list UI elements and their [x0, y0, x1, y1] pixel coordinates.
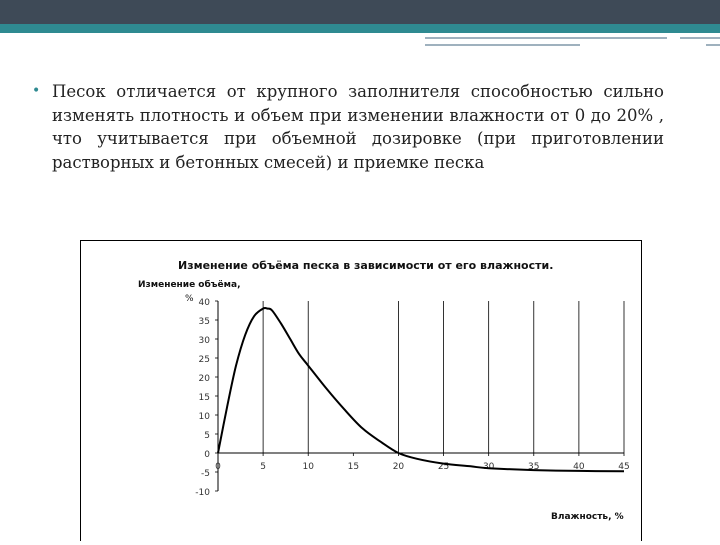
x-tick-label: 0 [215, 462, 221, 472]
y-tick-label: 0 [204, 450, 210, 460]
y-tick-label: 35 [198, 317, 210, 327]
y-tick-label: 5 [204, 431, 210, 441]
moisture-volume-chart [81, 241, 641, 541]
y-tick-label: 20 [198, 374, 210, 384]
y-axis-label: Изменение объёма, [138, 280, 241, 290]
series-line [218, 308, 624, 471]
x-tick-label: 45 [618, 462, 630, 472]
top-bar [0, 0, 720, 24]
x-tick-label: 5 [260, 462, 266, 472]
decorative-line [425, 37, 667, 39]
x-tick-label: 10 [302, 462, 314, 472]
bullet-marker: • [32, 83, 41, 99]
y-tick-label: 40 [198, 298, 210, 308]
chart-title: Изменение объёма песка в зависимости от его влажности. [178, 259, 554, 272]
x-tick-label: 40 [573, 462, 585, 472]
decorative-line [680, 37, 720, 39]
y-axis-unit: % [185, 294, 194, 304]
x-tick-label: 25 [437, 462, 450, 472]
x-tick-label: 20 [392, 462, 405, 472]
y-tick-label: 25 [198, 355, 210, 365]
decorative-line [425, 44, 580, 46]
x-tick-label: 30 [482, 462, 495, 472]
y-tick-label: 15 [198, 393, 210, 403]
y-tick-label: -10 [195, 488, 210, 498]
y-tick-label: 10 [198, 412, 210, 422]
y-tick-label: 30 [198, 336, 210, 346]
x-axis-label: Влажность, % [551, 512, 624, 522]
chart-frame [80, 240, 642, 541]
y-tick-label: -5 [201, 469, 210, 479]
bullet-item [32, 80, 664, 174]
bullet-text: Песок отличается от крупного заполнителя способностью сильно изменять плотность и объем при изменении влажности от 0 до 20% , что учитывается при объемной дозировке (при приготовлении растворных и бетонных смесей) и приемке песка [52, 82, 664, 172]
decorative-line [706, 44, 720, 46]
top-stripe [0, 24, 720, 33]
x-tick-label: 15 [347, 462, 360, 472]
x-tick-label: 35 [528, 462, 540, 472]
